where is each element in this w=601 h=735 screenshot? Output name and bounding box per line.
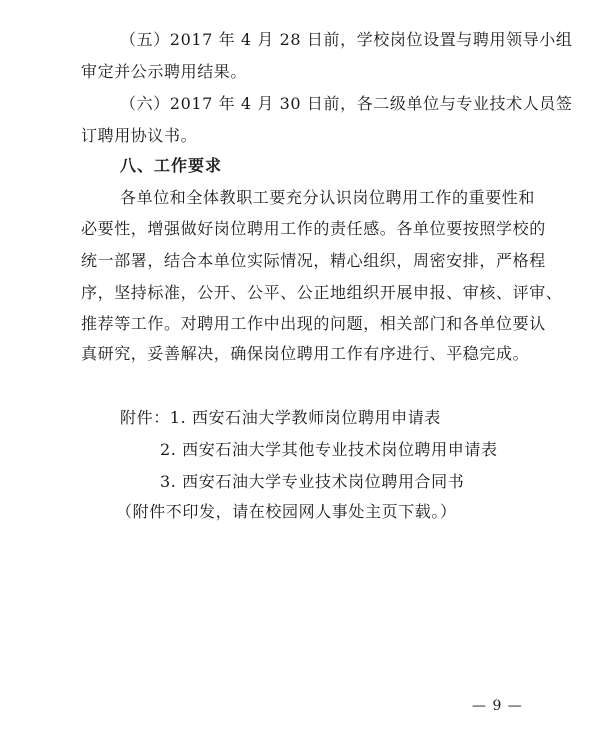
- paragraph-line: 真研究，妥善解决，确保岗位聘用工作有序进行、平稳完成。: [81, 344, 530, 363]
- item-6-line-2: 订聘用协议书。: [81, 126, 198, 145]
- item-5-line-1: （五）2017 年 4 月 28 日前，学校岗位设置与聘用领导小组: [120, 30, 573, 49]
- attachment-note: （附件不印发，请在校园网人事处主页下载。）: [116, 502, 457, 521]
- paragraph-line: 推荐等工作。对聘用工作中出现的问题，相关部门和各单位要认: [81, 314, 546, 333]
- section-heading: 八、工作要求: [120, 156, 223, 175]
- item-6-line-1: （六）2017 年 4 月 30 日前，各二级单位与专业技术人员签: [120, 94, 573, 113]
- page-number: — 9 —: [472, 698, 523, 714]
- paragraph-line: 各单位和全体教职工要充分认识岗位聘用工作的重要性和: [120, 188, 536, 207]
- item-5-line-2: 审定并公示聘用结果。: [81, 62, 248, 81]
- attachment-line-3: 3. 西安石油大学专业技术岗位聘用合同书: [160, 472, 465, 491]
- attachment-line-1: 附件：1. 西安石油大学教师岗位聘用申请表: [120, 408, 441, 427]
- attachment-line-2: 2. 西安石油大学其他专业技术岗位聘用申请表: [160, 440, 498, 459]
- paragraph-line: 序，坚持标准，公开、公平、公正地组织开展申报、审核、评审、: [81, 283, 563, 302]
- paragraph-line: 统一部署，结合本单位实际情况，精心组织，周密安排，严格程: [81, 251, 546, 270]
- paragraph-line: 必要性，增强做好岗位聘用工作的责任感。各单位要按照学校的: [81, 219, 546, 238]
